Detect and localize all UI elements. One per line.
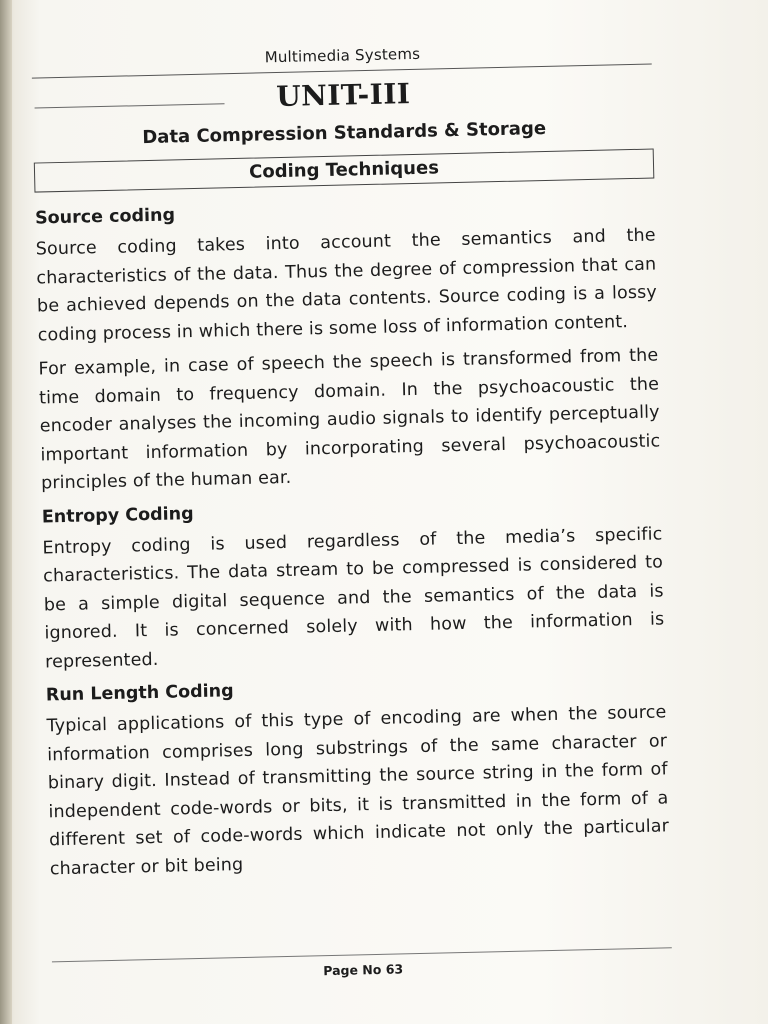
running-head: Multimedia Systems	[264, 44, 421, 67]
paragraph: Entropy coding is used regardless of the media’s specific characteristics. The data stream to be compressed is considered to be a simple digital sequence and the semantics of the data is ignored. It is concerned solely with how the information is represented.	[42, 523, 665, 672]
paragraph: Typical applications of this type of encoding are when the source information comprises long substrings of the same character or binary digit. Instead of transmitting the source string in the form of independent code-words or bits, it is transmitted in the form of a different set of code-words which indicate not only the particular character or bit being	[46, 702, 670, 879]
chapter-subtitle: Data Compression Standards & Storage	[142, 117, 547, 149]
section-heading: Entropy Coding	[41, 503, 194, 527]
page-number: Page No 63	[323, 961, 404, 979]
paragraph: Source coding takes into account the semantics and the characteristics of the data. Thus the degree of compression that can be achieved depends on the data contents. Source coding is a lossy coding process in which there is some loss of information content.	[35, 225, 658, 346]
page-content	[30, 0, 675, 1024]
body-text	[35, 192, 670, 890]
book-spine-shadow	[0, 0, 12, 1024]
section-heading: Run Length Coding	[45, 681, 234, 706]
section-heading: Source coding	[34, 205, 176, 229]
boxed-section-heading: Coding Techniques	[34, 149, 655, 193]
unit-title: UNIT-III	[275, 77, 411, 114]
paragraph: For example, in case of speech the speech is transformed from the time domain to frequency domain. In the psychoacoustic the encoder analyses the incoming audio signals to identify perceptually important information by incorporating several psychoacoustic principles of the human ear.	[38, 345, 661, 494]
